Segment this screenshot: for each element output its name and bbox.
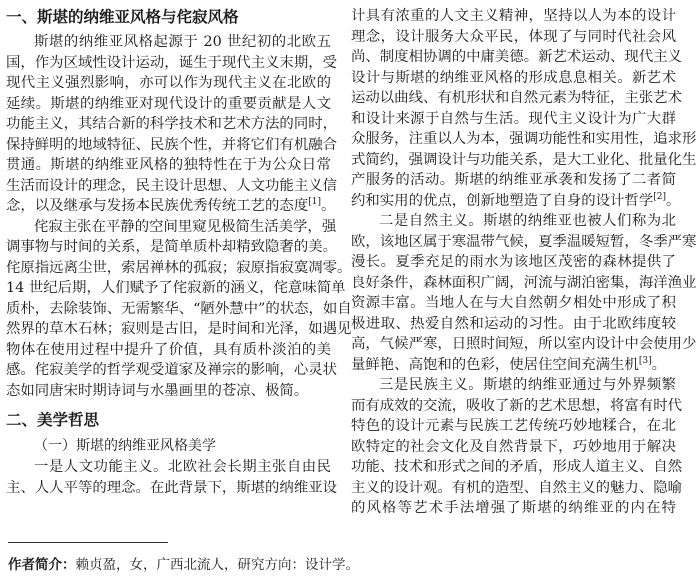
section-heading-1: 一、斯堪的纳维亚风格与侘寂风格 — [6, 8, 239, 26]
text-line: 国，作为区域性设计运动，诞生于现代主义末期，受 — [6, 54, 337, 71]
text-line: 质朴，去除装饰、无需繁华、“陋外慧中”的状态，如自 — [6, 300, 352, 317]
text-run: 念，以及继承与发扬本民族优秀传统工艺的态度 — [6, 198, 309, 214]
text-run: 。 — [320, 198, 336, 214]
text-line: 特色的设计元素与民族工艺传统巧妙地糅合，在北 — [351, 418, 676, 434]
text-line: 产服务的活动。斯堪的纳维亚承袭和发扬了二者简 — [351, 172, 676, 188]
text-line: 感。侘寂美学的哲学观受道家及禅宗的影响，心灵状 — [6, 362, 337, 378]
text-line: 欧特定的社会文化及自然背景下，巧妙地用于解决 — [351, 438, 676, 455]
paragraph-naturalism — [351, 211, 696, 375]
text-line: 功能主义，其结合新的科学技术和艺术方法的同时， — [6, 116, 337, 132]
text-line: 高，气候严寒，日照时间短，所以室内设计中会使用少 — [351, 336, 696, 352]
right-column — [351, 6, 696, 519]
footnote-divider — [8, 542, 168, 543]
text-line: 极进取、热爱自然和运动的习性。由于北欧纬度较 — [351, 315, 676, 332]
text-line: 一是人文功能主义。北欧社会长期主张自由民 — [34, 459, 331, 475]
text-line: 贯通。斯堪的纳维亚风格的独特性在于为公众日常 — [6, 157, 331, 173]
paragraph-humanist-functionalism-cont — [351, 6, 696, 211]
text-line: 14 世纪后期，人们赋予了侘寂新的涵义，侘意味简单 — [6, 280, 346, 296]
text-line: 资源丰富。当地人在与大自然朝夕相处中形成了积 — [351, 295, 676, 311]
citation-ref: [3] — [638, 355, 652, 366]
paragraph-scandinavian-origin — [6, 32, 337, 217]
citation-ref: [2] — [653, 191, 666, 202]
text-line: 现代主义强烈影响，亦可以作为现代主义在北欧的 — [6, 75, 331, 91]
text-line — [351, 191, 681, 212]
text-line: 侘寂主张在平静的空间里窥见极简生活美学，强 — [34, 218, 337, 235]
text-line: 欧，该地区属于寒温带气候，夏季温暖短暂，冬季严寒 — [351, 233, 696, 250]
text-line: 然界的草木石林；寂则是古旧，是时间和光泽，如遇见 — [6, 321, 352, 337]
text-line: 三是民族主义。斯堪的纳维亚通过与外界频繁 — [379, 377, 676, 393]
text-line: 理念，设计服务大众平民，体现了与同时代社会风 — [351, 28, 676, 45]
text-run: 。 — [651, 356, 666, 373]
text-line: 而有成效的交流，吸收了新的艺术思想，将富有时代 — [351, 397, 682, 414]
text-line: 式简约，强调设计与功能关系，是大工业化、批量化生 — [351, 151, 696, 168]
text-line: 功能、技术和形式之间的矛盾，形成人道主义、自然 — [351, 459, 682, 475]
text-line: 和设计来源于自然与生活。现代主义设计为广大群 — [351, 110, 676, 127]
text-line: 斯堪的纳维亚风格起源于 20 世纪初的北欧五 — [34, 34, 331, 50]
citation-ref: [1] — [308, 197, 321, 208]
text-line: 二是自然主义。斯堪的纳维亚也被人们称为北 — [379, 213, 676, 229]
text-line: 设计与斯堪的纳维亚风格的形成息息相关。新艺术 — [351, 69, 676, 86]
text-line: 良好条件，森林面积广阔，河流与湖泊密集，海洋渔业 — [351, 274, 696, 291]
author-note-text: 赖贞盈，女，广西北流人，研究方向：设计学。 — [75, 557, 359, 573]
text-run: 约和实用的优点，创新地塑造了自身的设计哲学 — [351, 192, 654, 209]
text-line: 侘原指远离尘世，索居禅林的孤寂；寂原指寂寞凋零。 — [6, 259, 352, 276]
paragraph-wabi-sabi — [6, 217, 352, 402]
text-line: 漫长。夏季充足的雨水为该地区茂密的森林提供了 — [351, 254, 676, 270]
left-column — [6, 6, 352, 498]
text-line: 的风格等艺术手法增强了斯堪的纳维亚的内在特 — [351, 500, 676, 516]
text-line: 主义的设计观。有机的造型、自然主义的魅力、隐喻 — [351, 479, 682, 496]
text-line: 调事物与时间的关系，是简单质朴却精致隐奢的美。 — [6, 239, 337, 255]
subsection-heading-1: （一）斯堪的纳维亚风格美学 — [34, 438, 216, 454]
author-note — [8, 556, 359, 574]
author-note-label: 作者简介： — [8, 557, 76, 573]
text-line: 态如同唐宋时期诗词与水墨画里的苍凉、极简。 — [6, 382, 309, 399]
text-line: 主、人人平等的理念。在此背景下，斯堪的纳维亚设 — [6, 479, 337, 496]
text-line: 计具有浓重的人文主义精神，坚持以人为本的设计 — [351, 8, 676, 24]
text-line: 运动以曲线、有机形状和自然元素为特征，主张艺术 — [351, 90, 682, 106]
text-line: 尚、制度相协调的中庸美德。新艺术运动、现代主义 — [351, 49, 682, 65]
text-line: 保持鲜明的地域特征、民族个性，并将它们有机融合 — [6, 136, 337, 153]
text-line: 众服务，注重以人为本，强调功能性和实用性，追求形 — [351, 131, 696, 147]
section-heading-2: 二、美学哲思 — [6, 411, 100, 429]
paragraph-nationalism — [351, 375, 682, 519]
text-line: 延续。斯堪的纳维亚对现代设计的重要贡献是人文 — [6, 95, 331, 112]
text-line: 物体在使用过程中提升了价值，具有质朴淡泊的美 — [6, 341, 331, 358]
paragraph-humanist-functionalism — [6, 457, 337, 498]
text-run: 量鲜艳、高饱和的色彩，使居住空间充满生机 — [351, 356, 639, 373]
text-line: 生活而设计的理念，民主设计思想、人文功能主义信 — [6, 177, 337, 194]
text-line — [6, 196, 336, 217]
text-run: 。 — [665, 192, 681, 209]
text-line — [351, 355, 676, 376]
